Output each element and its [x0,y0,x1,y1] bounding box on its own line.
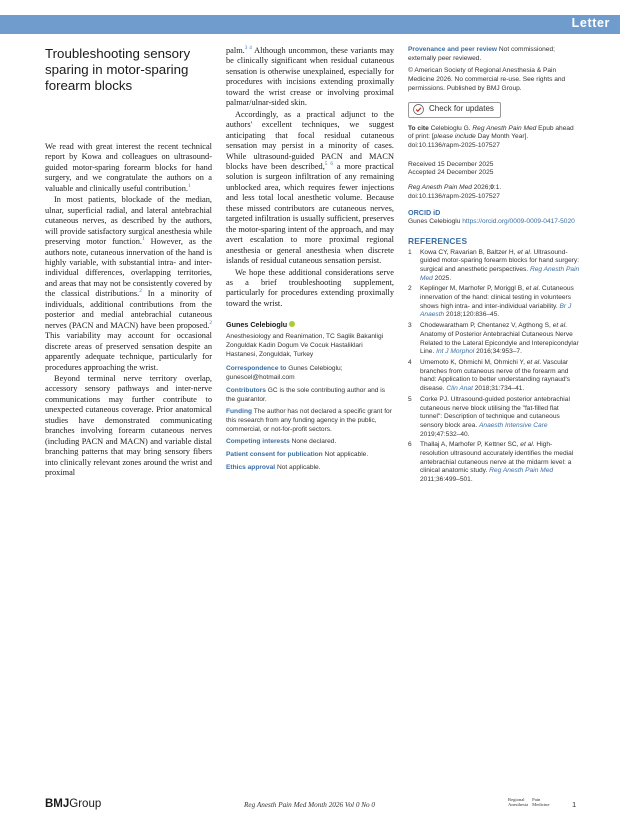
column-middle [226,46,394,472]
reference-tail: 2016;34:953–7. [474,348,522,356]
contributors-text: GC is the sole contributing author and is the guarantor. [226,386,386,403]
citation-link[interactable]: 2 [139,288,142,295]
reference-authors: Keplinger M, Marhofer P, Moriggl B, [420,285,526,293]
reference-tail: 2019;47:532–40. [420,430,470,438]
reference-etal: et al [526,358,540,366]
citation-link[interactable]: 1 [187,183,191,190]
reference-authors: Kowa CY, Ravarian B, Baltzer H, [420,248,518,256]
correspondence-label: Correspondence to [226,365,287,373]
reference-journal-link[interactable]: Reg Anesth Pain Med [489,467,554,475]
cite-text: Day Month Year]. doi:10.1136/rapm-2025-107527 [408,133,529,149]
orcid-icon[interactable] [289,321,295,327]
journal-logo-word: Anesthesia [508,802,529,808]
article-type-label: Letter [571,16,610,30]
paragraph-text: In most patients, blockade of the median, ulnar, superficial radial, and lateral antebrachial cutaneous nerves, as described by the authors, will provide satisfactory surgical anesthesia while preserving motor function. [45,195,212,247]
author-name [226,320,394,329]
article-type-banner [0,15,620,34]
check-for-updates-button[interactable] [408,102,501,118]
journal-logo-word: Pain [532,797,541,802]
paragraph-text: palm. [226,46,245,55]
paragraph-text: a more practical solution is surgeon infiltration of any remaining unblocked area, which requires fewer injections and less total local anesthetic volume. Because these missed contributors are cutaneous nerves, targeted infiltration is usually sufficient, preserves the motor-sparing intent of the approach, and may avert escalation to more proximal regional anesthesia or general anesthesia when discrete islands of residual cutaneous sensation persist. [226,161,394,266]
article-body-middle [226,46,394,309]
citation-link[interactable]: 1 [142,236,145,243]
reference-item [408,249,580,284]
reference-text [420,396,580,440]
accepted-date: Accepted 24 December 2025 [408,169,494,177]
reference-number: 6 [408,441,412,449]
cite-include: please include [433,133,476,141]
reference-item [408,359,580,394]
citation-link[interactable]: 3 4 [244,45,252,52]
reference-tail: 2011;36:499–501. [420,476,473,484]
reference-number: 1 [408,248,412,256]
reference-item [408,441,580,485]
orcid-entry [408,218,580,227]
funding [226,408,394,434]
reference-title: . Cutaneous innervation of the hand: clinical testing in volunteers shows high intra- and inter-individual variability. [420,285,574,310]
reference-journal-link[interactable]: Anaesth Intensive Care [479,421,548,429]
reference-text [420,441,580,485]
journal-doi: doi:10.1136/rapm-2025-107527 [408,192,500,200]
page-number: 1 [572,800,577,809]
reference-text [420,359,580,394]
logo-group: Group [69,798,102,810]
article-title: Troubleshooting sensory sparing in motor-sparing forearm blocks [45,46,191,93]
reference-journal-link[interactable]: Clin Anat [446,385,473,393]
reference-authors: Umemoto K, Ohmichi M, Ohmichi Y, [420,358,527,366]
consent-text: Not applicable. [322,451,369,459]
reference-item [408,322,580,357]
paragraph-variability [45,195,212,373]
cite-text: Celebioglu G. [428,124,473,132]
journal-logo [508,797,550,807]
bmj-group-logo[interactable] [45,798,101,810]
competing-interests [226,438,394,447]
reference-title: . High-resolution ultrasound accurately identifies the medial antebrachial cutaneous nerve at the midarm level: a clinical anatomic study. [420,441,574,475]
contributors [226,387,394,404]
crossmark-icon [413,104,424,115]
reference-number: 5 [408,395,412,403]
reference-number: 3 [408,322,412,330]
reference-text [420,285,580,320]
paragraph-text: This variability may account for occasional discrete areas of preserved sensation despite an apparently adequate technique, particularly for procedures approaching the wrist. [45,331,212,372]
reference-number: 2 [408,285,412,293]
ethics-label: Ethics approval [226,463,276,471]
paragraph-text: In a minority of individuals, additional contributions from the posterior and medial antebrachial cutaneous nerves (PACN and MACN) have been proposed. [45,289,213,330]
author-affiliation: Anesthesiology and Reanimation, TC Saglik Bakanligi Zonguldak Kadin Dogum Ve Cocuk Hastaliklari Hastanesi, Zonguldak, Turkey [226,333,384,358]
cite-text: Epub ahead of print: [ [408,124,574,141]
paragraph-text: We hope these additional considerations serve as a brief troubleshooting supplement, particularly for procedures extending proximally toward the wrist. [226,267,394,308]
paragraph-recommendation [226,110,394,267]
cite-block [408,125,580,151]
orcid-name: Gunes Celebioglu [408,218,463,226]
references-list [408,249,580,485]
journal-logo-word: Regional [508,797,525,802]
competing-label: Competing interests [226,438,290,446]
paragraph-text: Although uncommon, these variants may be clinically significant when residual cutaneous sensation is otherwise unexplained, especially for procedures with incisions extending proximally toward the wrist crease or involving proximal palmar/ulnar-sided skin. [226,46,395,108]
reference-item [408,285,580,320]
contributors-label: Contributors [226,386,266,394]
paragraph-accessory-pathways [45,374,212,479]
reference-authors: Thallaj A, Marhofer P, Kettner SC, [420,441,521,449]
paragraph-continued [226,46,394,109]
article-body-left [45,142,212,479]
reference-tail: 2018;31:734–41. [472,385,525,393]
ethics-text: Not applicable. [275,463,321,471]
reference-title: . Anatomy of Posterior Antebrachial Cutaneous Nerve Related to the Lateral Epicondyle and Interepicondylar Line. [420,322,579,356]
footer-citation: Reg Anesth Pain Med Month 2026 Vol 0 No 0 [244,801,376,809]
journal-year: 2026; [471,184,491,192]
reference-authors: Corke PJ. Ultrasound-guided posterior antebrachial cutaneous nerve block utilising the "fat-filled flat tunnel": Description of technique and cutaneous sensory block area. [420,395,570,429]
correspondence-text: Gunes Celebioglu; gunescel@hotmail.com [226,365,343,382]
paragraph-text: Beyond terminal nerve territory overlap, accessory sensory pathways and inter-nerve communications may further contribute to unexpected cutaneous coverage. Prior anatomical studies have demonstrated communicating branches involving forearm cutaneous nerves (including PACN and MACN) and variable distal branching patterns that may bring sensory fibers into clinically relevant zones around the wrist and proximal [45,373,212,478]
reference-text [420,249,580,284]
reference-text [420,322,580,357]
reference-journal-link[interactable]: Reg Anesth Pain Med [420,265,580,282]
check-for-updates-label: Check for updates [429,104,494,114]
reference-journal-link[interactable]: Int J Morphol [436,348,475,356]
journal-logo-right [532,797,549,807]
reference-item [408,396,580,440]
reference-title: . Ultrasound-guided motor-sparing forearm blocks for hand surgery: surgical and anesthetic perspectives. [420,248,580,273]
paragraph-closing [226,268,394,310]
funding-text: The author has not declared a specific grant for this research from any funding agency in the public, commercial, or not-for-profit sectors. [226,408,392,433]
journal-line [408,184,580,193]
reference-title: . Vascular branches from cutaneous nerve of the forearm and hand: Application to better understanding raynaud's disease. [420,358,571,393]
reference-journal-link[interactable]: Br J Anaesth [420,302,572,319]
reference-etal: et al [517,248,530,256]
column-left [45,46,212,479]
journal-volume: 0 [490,184,494,192]
reference-number: 4 [408,358,412,366]
logo-bmj: BMJ [45,798,70,810]
reference-authors: Chodewaratham P, Chentanez V, Agthong S, [420,322,553,330]
journal-page: :1. [493,184,502,192]
column-sidebar [408,46,580,487]
orcid-heading: ORCID iD [408,208,441,218]
reference-etal: et al [520,441,533,449]
paragraph-text: We read with great interest the recent technical report by Kowa and colleagues on ultrasound-guided motor-sparing forearm blocks for hand surgery, and we congratulate the authors on a valuable and clinically useful contribution. [45,142,212,193]
journal-name: Reg Anesth Pain Med [408,184,472,192]
consent-label: Patient consent for publication [226,451,323,459]
reference-etal: et al [552,322,566,330]
reference-tail: 2025. [432,274,452,282]
received-date: Received 15 December 2025 [408,160,494,168]
provenance-text: Not commissioned; externally peer reviewed. [408,46,555,62]
correspondence [226,365,394,382]
journal-logo-left [508,797,528,807]
paragraph-intro [45,142,212,194]
reference-etal: et al [525,285,539,293]
patient-consent [226,451,394,460]
provenance [408,46,580,63]
cite-label: To cite [408,124,429,132]
copyright: © American Society of Regional Anesthesia & Pain Medicine 2026. No commercial re-use. See rights and permissions. Published by BMJ Group. [408,67,566,92]
author-name-text: Gunes Celebioglu [226,320,288,330]
ethics-approval [226,464,394,473]
orcid-link[interactable]: https://orcid.org/0009-0009-0417-5020 [462,218,575,226]
journal-logo-word: Medicine [532,802,550,808]
funding-label: Funding [226,408,252,416]
paragraph-text: However, as the authors note, cutaneous innervation of the hand is highly variable, with substantial intra- and inter-individual differences, overlapping territories, and areas that may not be consistently covered by the classical distributions. [45,237,212,299]
competing-text: None declared. [289,438,337,446]
provenance-label: Provenance and peer review [408,46,498,53]
paragraph-text: Accordingly, as a practical adjunct to the authors' excellent techniques, we suggest anticipating that focal residual cutaneous sensation may persist in a minority of cases. While ultrasound-guided PACN and MACN blocks have been described, [226,109,394,171]
reference-tail: 2018;120:836–45. [444,311,500,319]
cite-journal: Reg Anesth Pain Med [472,124,537,132]
citation-link[interactable]: 2 [209,319,212,326]
references-heading: REFERENCES [408,235,468,246]
citation-link[interactable]: 5 6 [324,161,333,168]
